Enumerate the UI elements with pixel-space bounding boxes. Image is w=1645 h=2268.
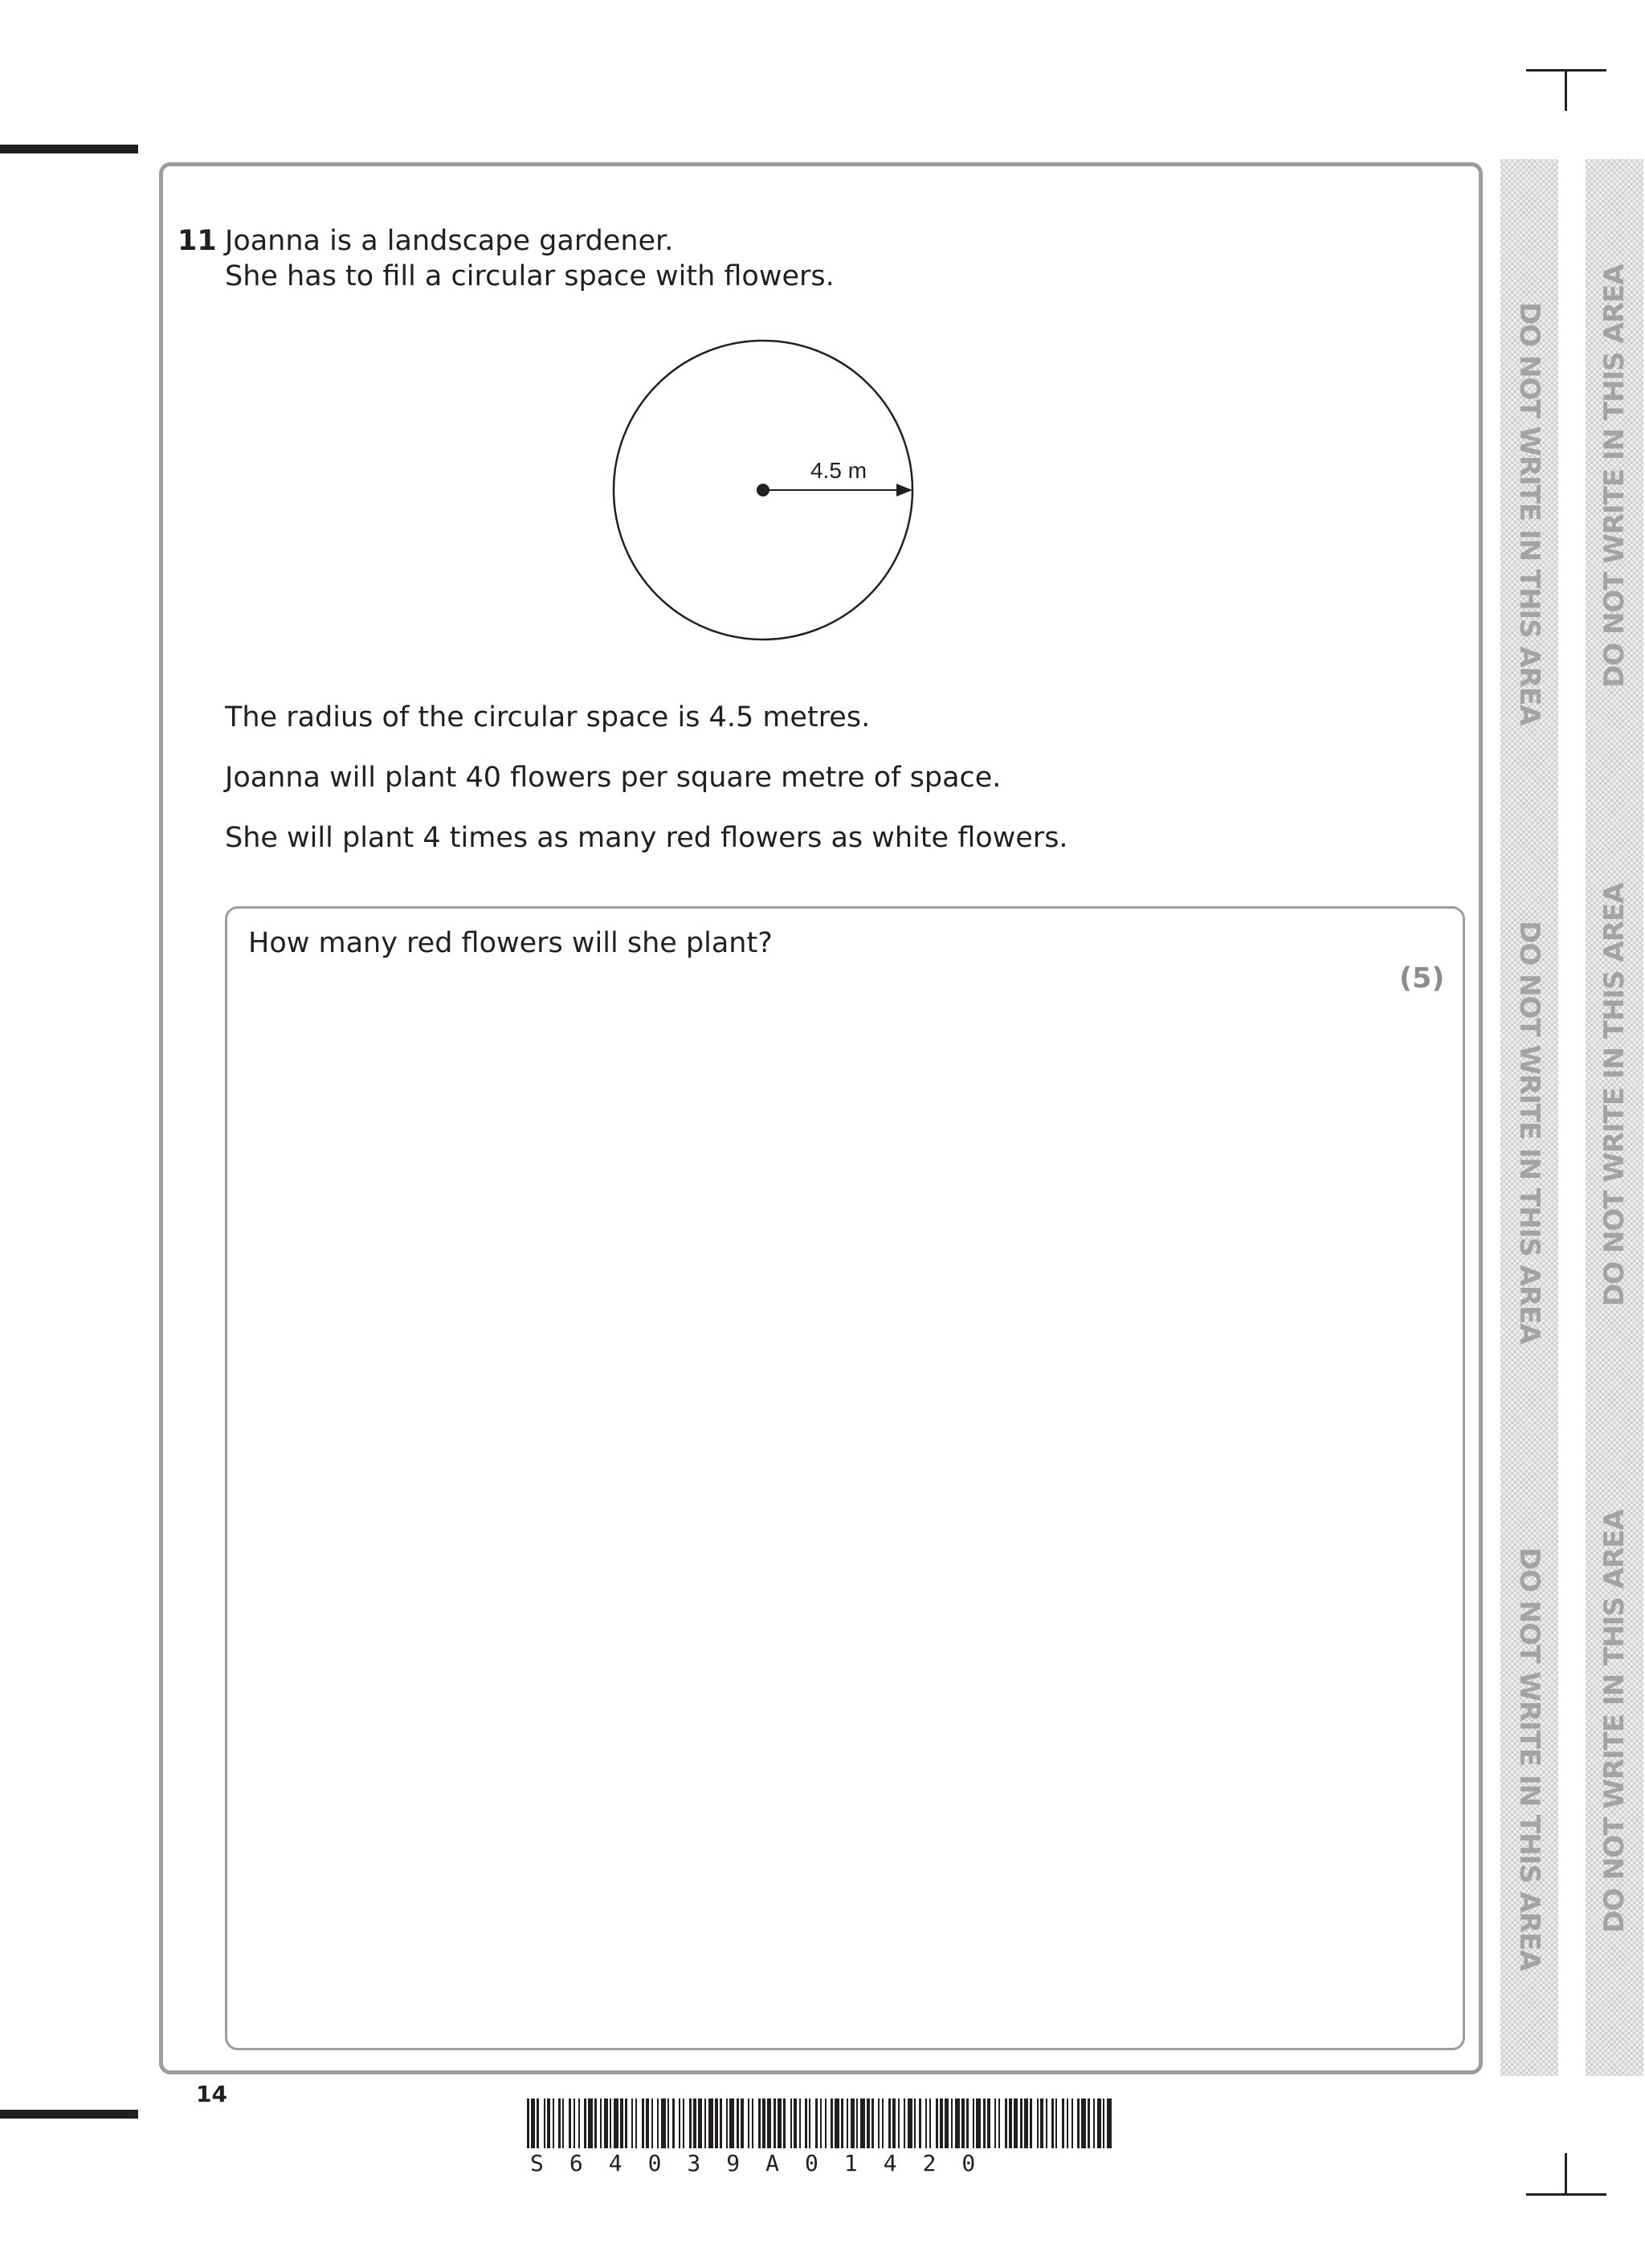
crop-mark-bottom-vertical <box>1565 2153 1567 2195</box>
barcode-bar <box>741 2098 744 2148</box>
barcode-bar <box>1005 2098 1007 2148</box>
barcode-bar <box>940 2098 943 2148</box>
barcode-bar <box>657 2098 659 2148</box>
marks-allocation: (5) <box>1399 962 1445 995</box>
crop-mark-top-vertical <box>1565 69 1567 111</box>
barcode-bar <box>588 2098 593 2148</box>
barcode-bar <box>604 2098 608 2148</box>
barcode-bar <box>983 2098 986 2148</box>
barcode-bar <box>1093 2098 1095 2148</box>
barcode-bar <box>569 2098 571 2148</box>
barcode-bar <box>1040 2098 1043 2148</box>
question-number: 11 <box>178 225 217 257</box>
barcode-bar <box>631 2098 633 2148</box>
barcode-bar <box>1081 2098 1086 2148</box>
barcode-bar <box>856 2098 858 2148</box>
barcode-bar <box>1046 2098 1047 2148</box>
margin-notice: DO NOT WRITE IN THIS AREA <box>1598 1510 1631 1933</box>
barcode-bar <box>651 2098 653 2148</box>
margin-notice: DO NOT WRITE IN THIS AREA <box>1598 264 1631 688</box>
barcode-bar <box>851 2098 855 2148</box>
barcode-bar <box>871 2098 874 2148</box>
barcode-bar <box>904 2098 905 2148</box>
barcode-bar <box>1030 2098 1032 2148</box>
barcode-bar <box>976 2098 981 2148</box>
barcode <box>527 2098 1113 2148</box>
barcode-bar <box>527 2098 529 2148</box>
barcode-bar <box>815 2098 818 2148</box>
barcode-bar <box>689 2098 692 2148</box>
barcode-bar <box>531 2098 535 2148</box>
margin-notice: DO NOT WRITE IN THIS AREA <box>1513 1547 1545 1971</box>
barcode-bar <box>1088 2098 1090 2148</box>
barcode-bar <box>614 2098 618 2148</box>
margin-notice: DO NOT WRITE IN THIS AREA <box>1598 883 1631 1306</box>
statement-flowers-per-square-metre: Joanna will plant 40 flowers per square metre of space. <box>225 762 1002 794</box>
barcode-bar <box>752 2098 753 2148</box>
barcode-bar <box>790 2098 792 2148</box>
barcode-bar <box>892 2098 896 2148</box>
barcode-bar <box>835 2098 839 2148</box>
barcode-bar <box>929 2098 931 2148</box>
barcode-bar <box>882 2098 884 2148</box>
barcode-bar <box>1055 2098 1057 2148</box>
barcode-bar <box>945 2098 949 2148</box>
barcode-bar <box>758 2098 761 2148</box>
page-number: 14 <box>196 2081 227 2107</box>
barcode-bar <box>1103 2098 1104 2148</box>
barcode-bar <box>1014 2098 1018 2148</box>
barcode-bar <box>794 2098 797 2148</box>
page-edge-bar-bottom <box>0 2110 138 2119</box>
radius-arrow-head <box>896 484 912 497</box>
barcode-bar <box>537 2098 539 2148</box>
barcode-bar <box>919 2098 921 2148</box>
statement-red-white-ratio: She will plant 4 times as many red flowers as white flowers. <box>225 822 1068 854</box>
barcode-bar <box>672 2098 675 2148</box>
barcode-bar <box>867 2098 870 2148</box>
barcode-bar <box>679 2098 680 2148</box>
statement-radius: The radius of the circular space is 4.5 metres. <box>225 701 871 734</box>
question-intro-line-2: She has to fill a circular space with flowers. <box>225 260 835 292</box>
barcode-bar <box>1062 2098 1064 2148</box>
answer-area[interactable] <box>225 906 1465 2050</box>
barcode-bar <box>799 2098 801 2148</box>
barcode-bar <box>562 2098 564 2148</box>
barcode-bar <box>847 2098 848 2148</box>
barcode-bar <box>820 2098 822 2148</box>
barcode-bar <box>1071 2098 1073 2148</box>
barcode-bar <box>1067 2098 1068 2148</box>
barcode-bar <box>635 2098 637 2148</box>
barcode-bar <box>936 2098 938 2148</box>
barcode-bar <box>1024 2098 1028 2148</box>
barcode-bar <box>925 2098 927 2148</box>
barcode-bar <box>578 2098 580 2148</box>
barcode-bar <box>973 2098 974 2148</box>
barcode-bar <box>667 2098 669 2148</box>
barcode-bar <box>748 2098 749 2148</box>
barcode-bar <box>825 2098 827 2148</box>
barcode-bar <box>888 2098 891 2148</box>
barcode-bar <box>1097 2098 1101 2148</box>
barcode-bar <box>841 2098 843 2148</box>
margin-notice: DO NOT WRITE IN THIS AREA <box>1513 302 1545 725</box>
barcode-bar <box>737 2098 739 2148</box>
barcode-bar <box>720 2098 722 2148</box>
barcode-bar <box>898 2098 900 2148</box>
barcode-bar <box>778 2098 782 2148</box>
page-edge-bar-top <box>0 145 138 153</box>
barcode-bar <box>642 2098 644 2148</box>
barcode-bar <box>729 2098 734 2148</box>
barcode-bar <box>726 2098 728 2148</box>
barcode-bar <box>620 2098 623 2148</box>
barcode-bar <box>610 2098 611 2148</box>
radius-label: 4.5 m <box>810 458 867 483</box>
barcode-bar <box>558 2098 561 2148</box>
barcode-bar <box>584 2098 586 2148</box>
barcode-bar <box>1009 2098 1012 2148</box>
barcode-bar <box>661 2098 666 2148</box>
barcode-bar <box>1107 2098 1112 2148</box>
barcode-bar <box>762 2098 765 2148</box>
barcode-bar <box>704 2098 706 2148</box>
barcode-bar <box>860 2098 865 2148</box>
question-prompt: How many red flowers will she plant? <box>248 927 773 959</box>
barcode-bar <box>878 2098 880 2148</box>
barcode-bar <box>805 2098 807 2148</box>
circle-diagram <box>610 337 916 643</box>
barcode-bar <box>708 2098 713 2148</box>
barcode-bar <box>914 2098 916 2148</box>
barcode-bar <box>683 2098 684 2148</box>
barcode-bar <box>547 2098 550 2148</box>
barcode-bar <box>783 2098 786 2148</box>
margin-notice: DO NOT WRITE IN THIS AREA <box>1513 921 1545 1344</box>
barcode-bar <box>908 2098 912 2148</box>
barcode-bar <box>646 2098 649 2148</box>
barcode-bar <box>774 2098 776 2148</box>
barcode-bar <box>998 2098 1000 2148</box>
barcode-bar <box>1037 2098 1039 2148</box>
barcode-bar <box>966 2098 969 2148</box>
barcode-bar <box>625 2098 627 2148</box>
barcode-bar <box>544 2098 545 2148</box>
barcode-bar <box>594 2098 597 2148</box>
barcode-bar <box>987 2098 990 2148</box>
barcode-bar <box>961 2098 965 2148</box>
barcode-bar <box>600 2098 602 2148</box>
barcode-bar <box>994 2098 996 2148</box>
barcode-bar <box>698 2098 702 2148</box>
barcode-bar <box>553 2098 554 2148</box>
barcode-bar <box>951 2098 953 2148</box>
barcode-bar <box>831 2098 833 2148</box>
barcode-bar <box>574 2098 575 2148</box>
barcode-text: S64039A01420 <box>530 2150 1002 2176</box>
barcode-bar <box>1051 2098 1054 2148</box>
question-intro-line-1: Joanna is a landscape gardener. <box>225 225 674 257</box>
barcode-bar <box>955 2098 960 2148</box>
barcode-bar <box>767 2098 771 2148</box>
barcode-bar <box>715 2098 718 2148</box>
barcode-bar <box>1020 2098 1023 2148</box>
barcode-bar <box>693 2098 696 2148</box>
barcode-bar <box>1077 2098 1080 2148</box>
barcode-bar <box>809 2098 810 2148</box>
